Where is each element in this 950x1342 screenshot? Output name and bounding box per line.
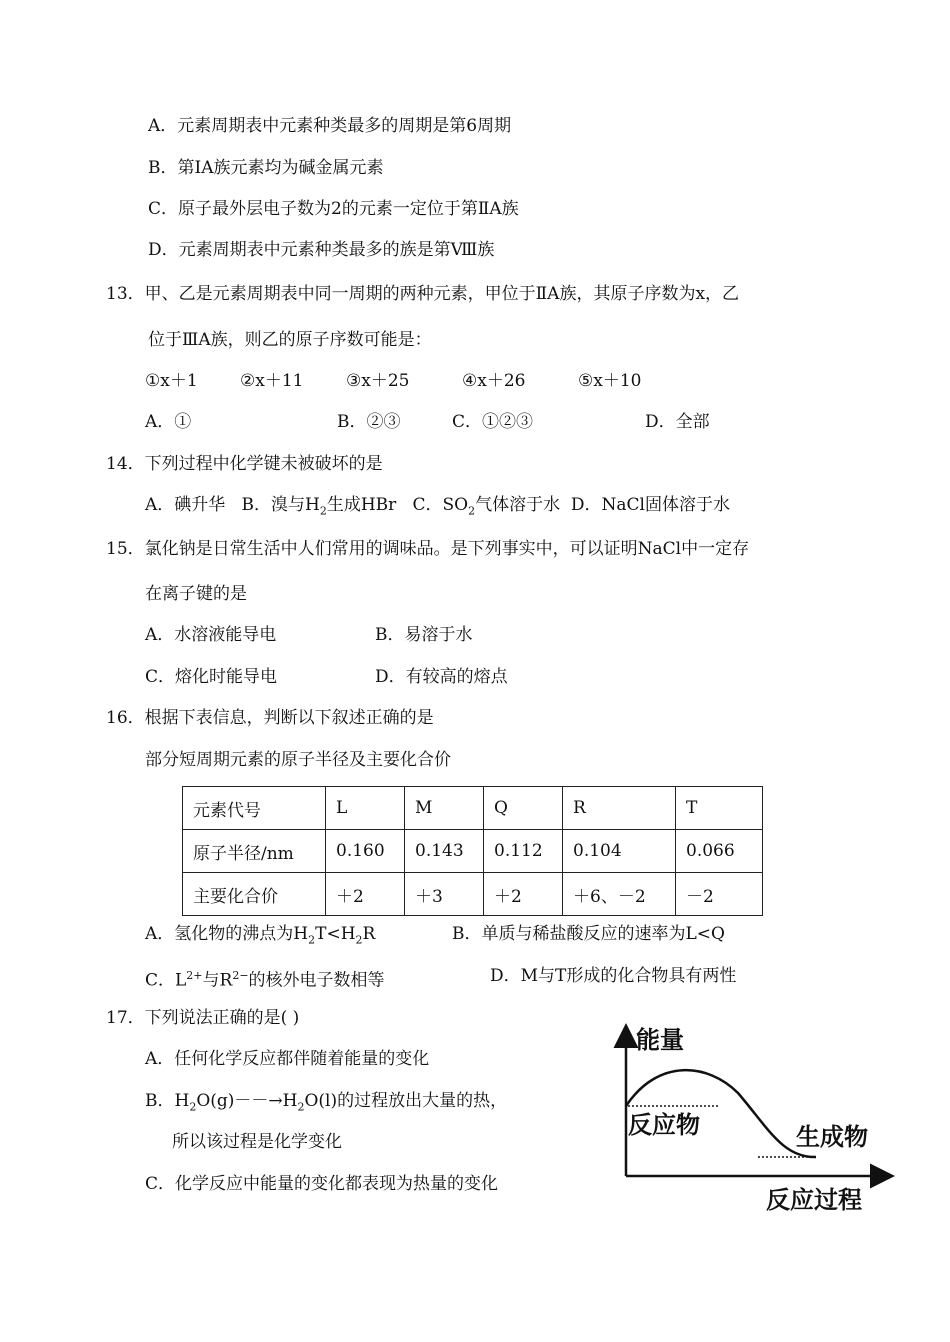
table-cell: 主要化合价 (183, 873, 326, 916)
q14-options (145, 493, 730, 523)
q17-stem: 17．下列说法正确的是( ) (106, 1008, 300, 1028)
q15-stem-line2: 在离子键的是 (145, 584, 247, 604)
q16-option-d: D．M与T形成的化合物具有两性 (490, 966, 737, 986)
table-cell: －2 (676, 873, 763, 916)
q15-stem-line1: 15．氯化钠是日常生活中人们常用的调味品。是下列事实中，可以证明NaCl中一定存 (106, 539, 750, 559)
q17-option-a: A．任何化学反应都伴随着能量的变化 (145, 1049, 430, 1069)
table-cell: ＋6、－2 (563, 873, 676, 916)
q13-stem-line2: 位于ⅢA族，则乙的原子序数可能是： (148, 330, 432, 350)
q13-option-c: C．①②③ (452, 412, 534, 432)
q14-option-d: D．NaCl固体溶于水 (570, 495, 730, 515)
energy-diagram (598, 1018, 898, 1218)
q16-stem: 16．根据下表信息，判断以下叙述正确的是 (106, 708, 434, 728)
table-cell: ＋2 (326, 873, 405, 916)
table-cell: 0.160 (326, 830, 405, 873)
table-row (183, 830, 763, 873)
q14-option-a: A．碘升华 (145, 495, 226, 515)
table-cell: ＋2 (484, 873, 563, 916)
table-cell: 0.143 (405, 830, 484, 873)
table-row (183, 873, 763, 916)
q16-option-c: C．$L^{2+}$与$R^{2-}$的核外电子数相等 (145, 969, 385, 991)
q15-option-d: D．有较高的熔点 (375, 667, 508, 687)
table-cell: Q (484, 787, 563, 830)
table-cell: ＋3 (405, 873, 484, 916)
table-cell: L (326, 787, 405, 830)
q14-stem: 14．下列过程中化学键未被破坏的是 (106, 454, 383, 474)
q13-option-b: B．②③ (337, 412, 401, 432)
q12-option-c: C．原子最外层电子数为2的元素一定位于第ⅡA族 (148, 199, 519, 219)
q17-option-b-continued: 所以该过程是化学变化 (172, 1132, 342, 1152)
table-cell: T (676, 787, 763, 830)
q16-option-b: B．单质与稀盐酸反应的速率为L<Q (452, 924, 725, 944)
q13-item-2: ②x＋11 (240, 371, 304, 391)
table-cell: R (563, 787, 676, 830)
table-cell: 0.066 (676, 830, 763, 873)
element-data-table (182, 786, 763, 916)
q14-option-c: C．$SO_2$气体溶于水 (412, 495, 561, 518)
q13-item-5: ⑤x＋10 (578, 371, 642, 391)
q16-option-a: A．氢化物的沸点为$H_2T<H_2R$ (145, 924, 376, 947)
table-cell: 0.112 (484, 830, 563, 873)
q15-option-c: C．熔化时能导电 (145, 667, 278, 687)
table-cell: 原子半径/nm (183, 830, 326, 873)
q13-item-4: ④x＋26 (462, 371, 526, 391)
table-row (183, 787, 763, 830)
reaction-process-axis-label: 反应过程 (766, 1186, 862, 1214)
q13-option-a: A．① (145, 412, 192, 432)
q12-option-b: B．第IA族元素均为碱金属元素 (148, 158, 384, 178)
reactant-label: 反应物 (628, 1111, 700, 1139)
q15-option-a: A．水溶液能导电 (145, 625, 277, 645)
q12-option-d: D．元素周期表中元素种类最多的族是第Ⅷ族 (148, 240, 495, 260)
table-cell: 元素代号 (183, 787, 326, 830)
q14-option-b: B．溴与$H_2$生成HBr (241, 495, 397, 518)
q15-option-b: B．易溶于水 (375, 625, 473, 645)
q12-option-a: A．元素周期表中元素种类最多的周期是第6周期 (148, 116, 512, 136)
q13-option-d: D．全部 (645, 412, 710, 432)
table-cell: 0.104 (563, 830, 676, 873)
energy-axis-label: 能量 (636, 1026, 684, 1054)
q13-item-3: ③x＋25 (346, 371, 410, 391)
q16-table-caption: 部分短周期元素的原子半径及主要化合价 (145, 750, 451, 770)
q17-option-b: B．$H_2O(g)--\to H_2O(l)$的过程放出大量的热， (145, 1091, 508, 1114)
product-label: 生成物 (796, 1123, 868, 1151)
q13-stem-line1: 13．甲、乙是元素周期表中同一周期的两种元素，甲位于ⅡA族，其原子序数为x，乙 (106, 284, 740, 304)
q13-item-1: ①x＋1 (145, 371, 198, 391)
q17-option-c: C．化学反应中能量的变化都表现为热量的变化 (145, 1174, 499, 1194)
table-cell: M (405, 787, 484, 830)
